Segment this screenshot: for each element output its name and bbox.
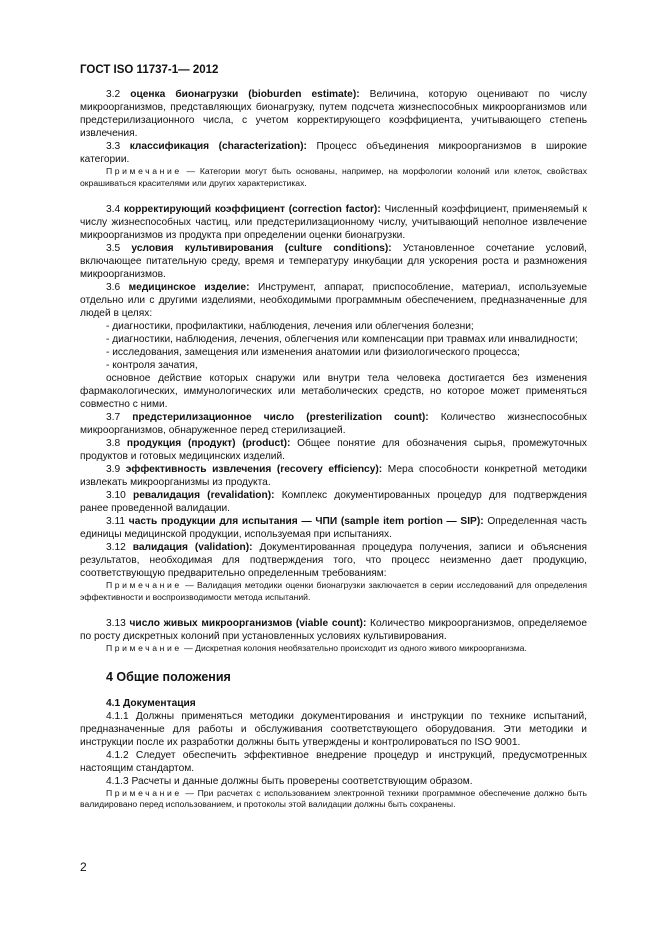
definition-3-3: 3.3 классификация (characterization): Процесс объединения микроорганизмов в широкие категории. bbox=[80, 141, 587, 165]
definition-3-4: 3.4 корректирующий коэффициент (correction factor): Численный коэффициент, применяемый к числу жизнеспособных частиц, или предстерилизационному числу, учитывающий неполное извлечение микроорганизмов из продукта при определении оценки бионагрузки. bbox=[80, 204, 587, 241]
definition-3-6-tail: основное действие которых снаружи или внутри тела человека достигается без изменения фармакологических, иммунологических или метаболических средств, но которое может применяться совместно с ними. bbox=[80, 373, 587, 410]
list-item: - исследования, замещения или изменения анатомии или физиологического процесса; bbox=[106, 347, 520, 358]
note-3-13: Примечание — Дискретная колония необязательно происходит из одного живого микроорганизма. bbox=[106, 643, 527, 653]
list-item: - контроля зачатия, bbox=[106, 360, 198, 371]
note-4-1-3: Примечание — При расчетах с использованием электронной техники программное обеспечение должно быть валидировано перед использованием, и протоколы этой валидации должны быть сохранены. bbox=[80, 787, 587, 809]
subsection-title: 4.1 Документация bbox=[106, 697, 196, 709]
page-content bbox=[80, 88, 587, 811]
definition-3-2: 3.2 оценка бионагрузки (bioburden estimate): Величина, которую оценивают по числу микроорганизмов, представляющих бионагрузку, путем подсчета жизнеспособных микроорганизмов или предстерилизационного числа, с учетом корректирующего коэффициента, учитывающего степень извлечения. bbox=[80, 89, 587, 139]
document-header: ГОСТ ISO 11737-1— 2012 bbox=[80, 64, 219, 76]
definition-3-7: 3.7 предстерилизационное число (presterilization count): Количество жизнеспособных микроорганизмов, обнаруженное перед стерилизацией. bbox=[80, 412, 587, 436]
paragraph-4-1-1: 4.1.1 Должны применяться методики документирования и инструкции по технике испытаний, предназначенные для работы и обслуживания соответствующего оборудования. Эти методики и инструкции после их разработки должны быть утверждены и контролироваться по ISO 9001. bbox=[80, 710, 587, 748]
definition-3-9: 3.9 эффективность извлечения (recovery efficiency): Мера способности конкретной методики извлекать микроорганизмы из продукта. bbox=[80, 464, 587, 488]
paragraph-4-1-3: 4.1.3 Расчеты и данные должны быть проверены соответствующим образом. bbox=[106, 775, 473, 787]
definition-3-8: 3.8 продукция (продукт) (product): Общее понятие для обозначения сырья, промежуточных продуктов и готовых медицинских изделий. bbox=[80, 438, 587, 462]
definition-3-6: 3.6 медицинское изделие: Инструмент, аппарат, приспособление, материал, используемые отдельно или с другими изделиями, необходимыми программным обеспечением, предназначенные для людей в целях: bbox=[80, 282, 587, 319]
note-3-12: Примечание — Валидация методики оценки бионагрузки заключается в серии исследований для определения эффективности и воспроизводимости метода испытаний. bbox=[80, 580, 587, 602]
list-item: - диагностики, профилактики, наблюдения, лечения или облегчения болезни; bbox=[106, 321, 474, 332]
note-3-3: Примечание — Категории могут быть основаны, например, на морфологии колоний или клеток, свойствах окрашиваться красителями или других характеристиках. bbox=[80, 166, 587, 188]
definition-3-11: 3.11 часть продукции для испытания — ЧПИ (sample item portion — SIP): Определенная часть единицы медицинской продукции, используемая при испытаниях. bbox=[80, 516, 587, 540]
definition-3-12: 3.12 валидация (validation): Документированная процедура получения, записи и объяснения результатов, необходимая для подтверждения того, что процесс неизменно дает продукцию, соответствующую предварительно определенным требованиям: bbox=[80, 542, 587, 579]
page-number: 2 bbox=[80, 860, 87, 874]
definition-3-13: 3.13 число живых микроорганизмов (viable count): Количество микроорганизмов, определяемое по росту дискретных колоний при установленных условиях культивирования. bbox=[80, 618, 587, 642]
list-item: - диагностики, наблюдения, лечения, облегчения или компенсации при травмах или инвалидности; bbox=[106, 334, 578, 345]
definition-3-10: 3.10 ревалидация (revalidation): Комплекс документированных процедур для подтверждения ранее проведенной валидации. bbox=[80, 490, 587, 514]
paragraph-4-1-2: 4.1.2 Следует обеспечить эффективное внедрение процедур и инструкций, предусмотренных настоящим стандартом. bbox=[80, 749, 587, 774]
definition-3-5: 3.5 условия культивирования (culture conditions): Установленное сочетание условий, включающее питательную среду, время и температуру инкубации для ускорения роста и размножения микроорганизмов. bbox=[80, 243, 587, 280]
section-title: 4 Общие положения bbox=[106, 669, 231, 684]
